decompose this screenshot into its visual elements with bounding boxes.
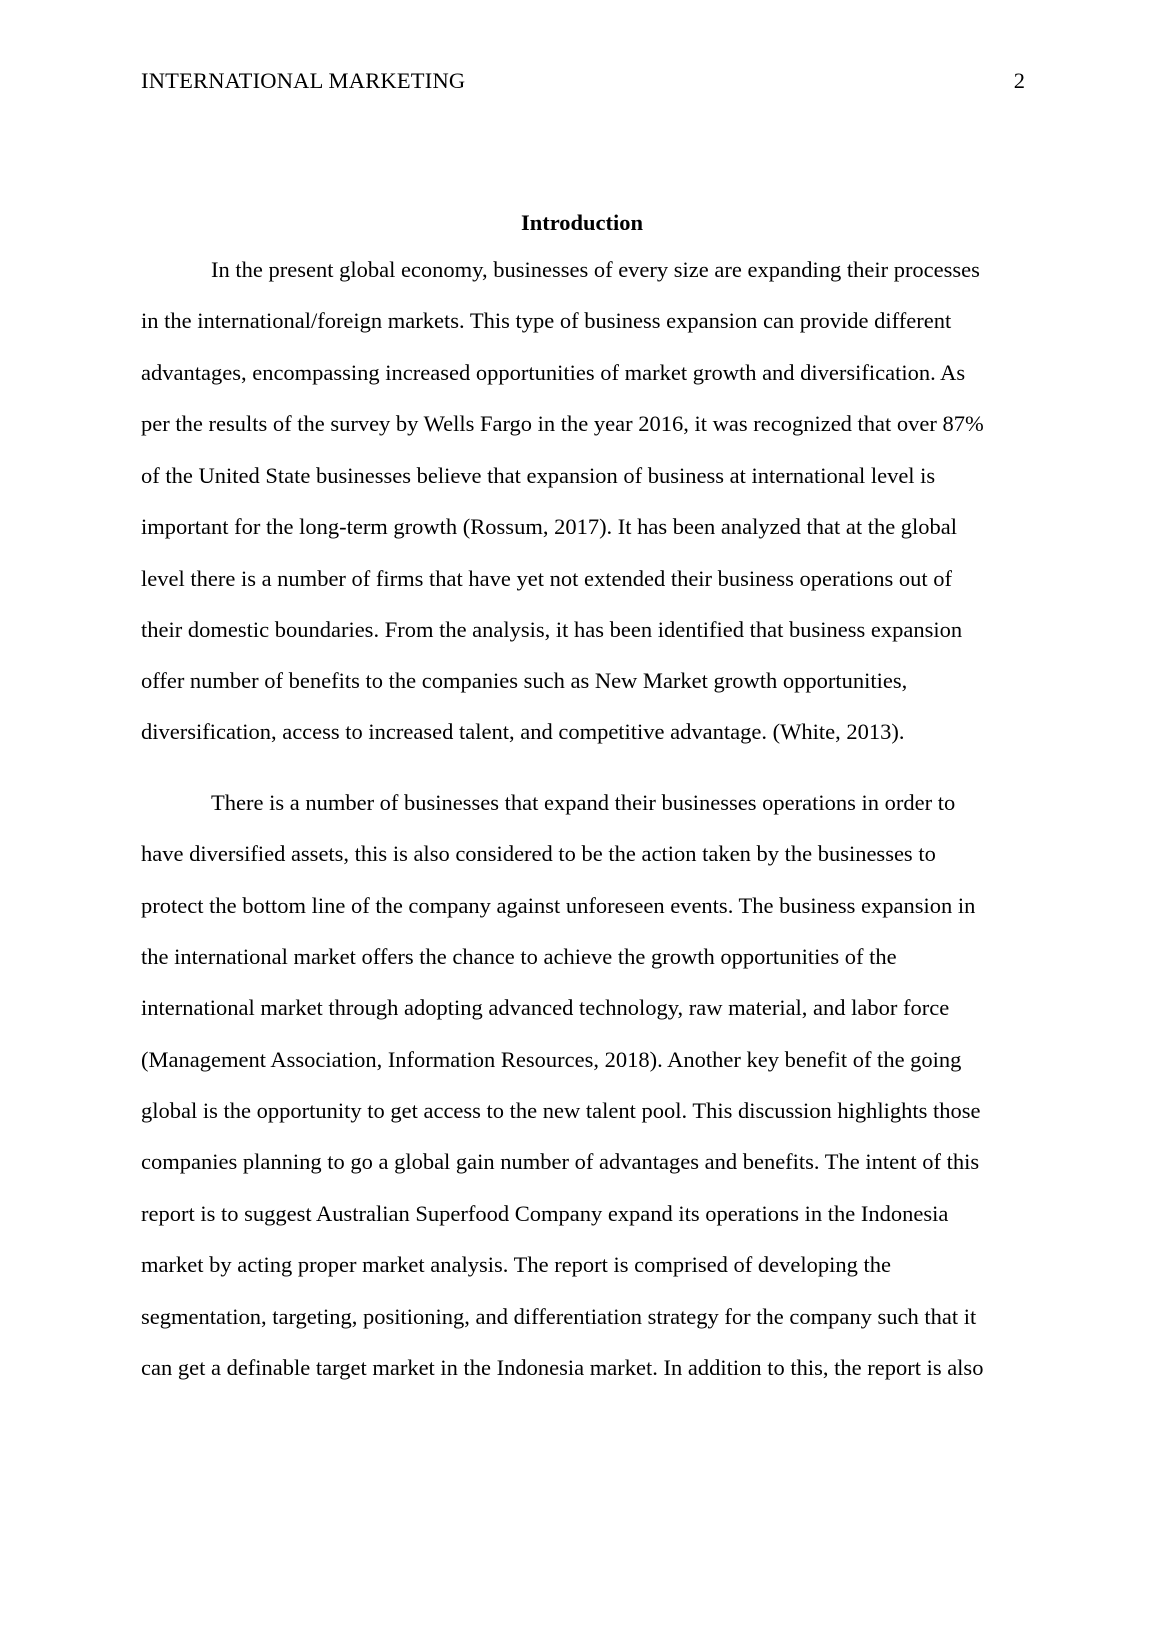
paragraph-line: protect the bottom line of the company against unforeseen events. The business expansion in [141, 893, 976, 918]
paragraph-line: (Management Association, Information Resources, 2018). Another key benefit of the going [141, 1047, 962, 1072]
paragraph-line: per the results of the survey by Wells Fargo in the year 2016, it was recognized that over 87% [141, 411, 984, 436]
paragraph-line: report is to suggest Australian Superfood Company expand its operations in the Indonesia [141, 1201, 949, 1226]
paragraph-line: In the present global economy, businesses of every size are expanding their processes [211, 257, 980, 282]
paragraph-line: the international market offers the chance to achieve the growth opportunities of the [141, 944, 897, 969]
paragraph-line: market by acting proper market analysis. The report is comprised of developing the [141, 1252, 891, 1277]
paragraph-line: important for the long-term growth (Rossum, 2017). It has been analyzed that at the global [141, 514, 958, 539]
paragraph-line: their domestic boundaries. From the analysis, it has been identified that business expansion [141, 617, 963, 642]
paragraph-line: companies planning to go a global gain number of advantages and benefits. The intent of this [141, 1149, 980, 1174]
paragraph-line: advantages, encompassing increased opportunities of market growth and diversification. As [141, 360, 966, 385]
paragraph-line: in the international/foreign markets. This type of business expansion can provide different [141, 308, 952, 333]
page-number: 2 [1013, 68, 1025, 93]
paragraph-line: segmentation, targeting, positioning, and differentiation strategy for the company such that it [141, 1304, 977, 1329]
running-head: INTERNATIONAL MARKETING [141, 68, 466, 93]
paragraph-line: diversification, access to increased talent, and competitive advantage. (White, 2013). [141, 719, 905, 744]
section-heading: Introduction [520, 210, 644, 235]
paragraph-line: international market through adopting advanced technology, raw material, and labor force [141, 995, 950, 1020]
paragraph-line: of the United State businesses believe that expansion of business at international level is [141, 463, 936, 488]
paragraph-line: global is the opportunity to get access to the new talent pool. This discussion highlights those [141, 1098, 981, 1123]
paragraph-line: There is a number of businesses that expand their businesses operations in order to [211, 790, 956, 815]
paragraph-line: can get a definable target market in the Indonesia market. In addition to this, the report is also [141, 1355, 984, 1380]
paragraph-line: have diversified assets, this is also considered to be the action taken by the businesses to [141, 841, 936, 866]
paragraph-line: offer number of benefits to the companies such as New Market growth opportunities, [141, 668, 908, 693]
paragraph-line: level there is a number of firms that have yet not extended their business operations out of [141, 566, 953, 591]
